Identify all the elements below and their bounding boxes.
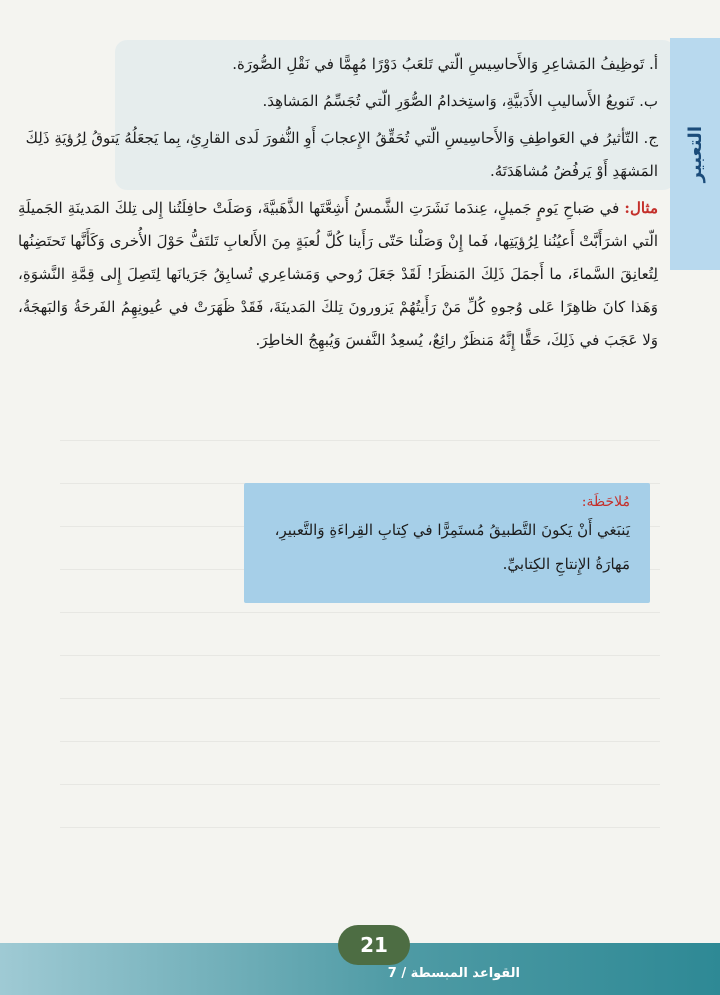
note-line-1: يَنبَغي أَنْ يَكونَ التَّطبيقُ مُستَمِرًّا في كِتابِ القِراءَةِ وَالتَّعبيرِ، bbox=[274, 521, 630, 539]
example-label: مثال: bbox=[624, 199, 658, 217]
note-line-2: مَهارَةُ الإِنتاجِ الكِتابيِّ. bbox=[502, 555, 630, 573]
page-number-badge: 21 bbox=[338, 925, 410, 965]
list-item-b: ب. تَنويعُ الأَساليبِ الأَدَبيَّةِ، وَاستِخدامُ الصُّوَرِ الّتي تُجَسِّمُ المَشاهِدَ. bbox=[262, 92, 658, 110]
list-item-c: ج. التّأثيرُ في العَواطِفِ وَالأَحاسِيسِ الّتي تُحَقِّقُ الإِعجابَ أَوِ النُّفورَ لَدى القارِئِ، بِما يَجعَلُهُ يَتوقُ لِرُؤيَةِ ذَلِكَ المَشهَدِ أَوْ يَرفُضُ مُشاهَدَتَهُ. bbox=[25, 129, 658, 180]
list-item-a: أ. تَوظِيفُ المَشاعِرِ وَالأَحاسِيسِ الّتي تَلعَبُ دَوْرًا مُهِمًّا في نَقْلِ الصُّورَة. bbox=[232, 55, 658, 73]
note-title: مُلاحَظَة: bbox=[581, 494, 630, 510]
section-side-tab bbox=[670, 38, 720, 270]
example-text: في صَباحِ يَومٍ جَميلٍ، عِندَما نَشَرَتِ الشَّمسُ أَشِعَّتَها الذَّهَبيَّةَ، وَصَلَتْ حافِلَتُنا إِلى تِلكَ المَدينَةِ الجَميلَةِ الّتي اشرَأَبَّتْ أَعيُنُنا لِرُؤيَتِها، فَما إِنْ وَصَلْنا حَتّى رَأَينا كُلَّ لُعبَةٍ مِنَ الأَلعابِ تَلتَفُّ حَوْلَ الأُخرى وَكَأَنَّها تَحتَضِنُها لِتُعانِقَ السَّماءَ، ما أَجمَلَ ذَلِكَ المَنظَرَ! لَقَدْ جَعَلَ رُوحي وَمَشاعِري تُسابِقُ جَرَيانَها لِتَصِلَ إِلى قِمَّةِ النَّشوَةِ، وَهَذا كانَ ظاهِرًا عَلى وُجوهِ كُلِّ مَنْ رَأَيتُهُمْ يَزورونَ تِلكَ المَدينَةَ، فَقَدْ ظَهَرَتْ في عُيونِهِمُ الفَرحَةُ وَالبَهجَةُ، وَلا عَجَبَ في ذَلِكَ، حَقًّا إِنَّهُ مَنظَرٌ رائِعٌ، يُسعِدُ النَّفسَ وَيُبهِجُ الخاطِرَ. bbox=[18, 199, 658, 349]
note-box bbox=[244, 483, 650, 603]
side-tab-label: التعبير bbox=[684, 125, 706, 183]
main-content bbox=[18, 48, 658, 363]
book-title: القواعد المبسطة / 7 bbox=[387, 966, 520, 981]
example-paragraph bbox=[18, 192, 658, 357]
